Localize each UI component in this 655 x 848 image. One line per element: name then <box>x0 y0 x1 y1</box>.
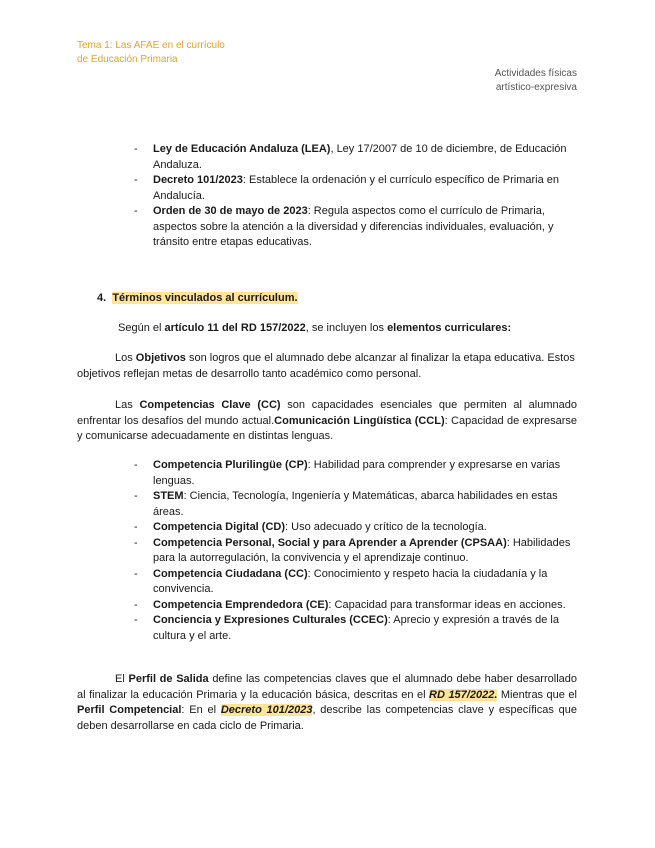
header-left-line2: de Educación Primaria <box>77 54 178 65</box>
section-heading: 4. Términos vinculados al currículum. <box>97 292 298 304</box>
header-right-line2: artístico-expresiva <box>495 82 577 93</box>
header-right-line1: Actividades físicas <box>494 68 577 79</box>
competencias-paragraph: Las Competencias Clave (CC) son capacidades esenciales que permiten al alumnado enfrentar los desafíos del mundo actual.Comunicación Lingüística (CCL): Capacidad de expresarse y comunicarse adecuadamente en distintas lenguas. <box>77 399 577 442</box>
header-left-line1: Tema 1: Las AFAE en el currículo <box>77 40 225 51</box>
list-item: - Conciencia y Expresiones Culturales (CCEC): Aprecio y expresión a través de la cultura y el arte. <box>134 614 559 642</box>
list-item: - Orden de 30 de mayo de 2023: Regula aspectos como el currículo de Primaria, aspectos sobre la atención a la diversidad y diferencias individuales, evaluación, y tránsito entre etapas educativas. <box>134 205 554 248</box>
laws-list <box>134 142 574 251</box>
intro-paragraph: Según el artículo 11 del RD 157/2022, se incluyen los elementos curriculares: <box>118 322 512 334</box>
list-item: - Decreto 101/2023: Establece la ordenación y el currículo específico de Primaria en Andalucía. <box>134 174 560 202</box>
list-item: - Competencia Digital (CD): Uso adecuado y crítico de la tecnología. <box>134 521 487 533</box>
list-item: - Competencia Plurilingüe (CP): Habilidad para comprender y expresarse en varias lenguas. <box>134 459 561 487</box>
header-left <box>77 39 225 67</box>
objetivos-paragraph: Los Objetivos son logros que el alumnado debe alcanzar al finalizar la etapa educativa. Estos objetivos reflejan metas de desarrollo tanto académico como personal. <box>77 352 575 380</box>
list-item: - Competencia Ciudadana (CC): Conocimiento y respeto hacia la ciudadanía y la convivencia. <box>134 567 548 595</box>
list-item: - Competencia Personal, Social y para Aprender a Aprender (CPSAA): Habilidades para la autorregulación, la convivencia y el aprendizaje continuo. <box>134 536 571 564</box>
perfil-paragraph: El Perfil de Salida define las competencias claves que el alumnado debe haber desarrollado al finalizar la educación Primaria y la educación básica, descritas en el RD 157/2022. Mientras que el Perfil Competencial: En el Decreto 101/2023, describe las competencias clave y específicas que deben desarrollarse en cada ciclo de Primaria. <box>77 673 577 732</box>
competencias-list <box>134 458 580 644</box>
list-item: - Competencia Emprendedora (CE): Capacidad para transformar ideas en acciones. <box>134 598 566 611</box>
header-right <box>495 67 577 95</box>
list-item: - STEM: Ciencia, Tecnología, Ingeniería y Matemáticas, abarca habilidades en estas áreas. <box>134 490 558 518</box>
list-item: - Ley de Educación Andaluza (LEA), Ley 17/2007 de 10 de diciembre, de Educación Andaluza. <box>134 143 567 171</box>
